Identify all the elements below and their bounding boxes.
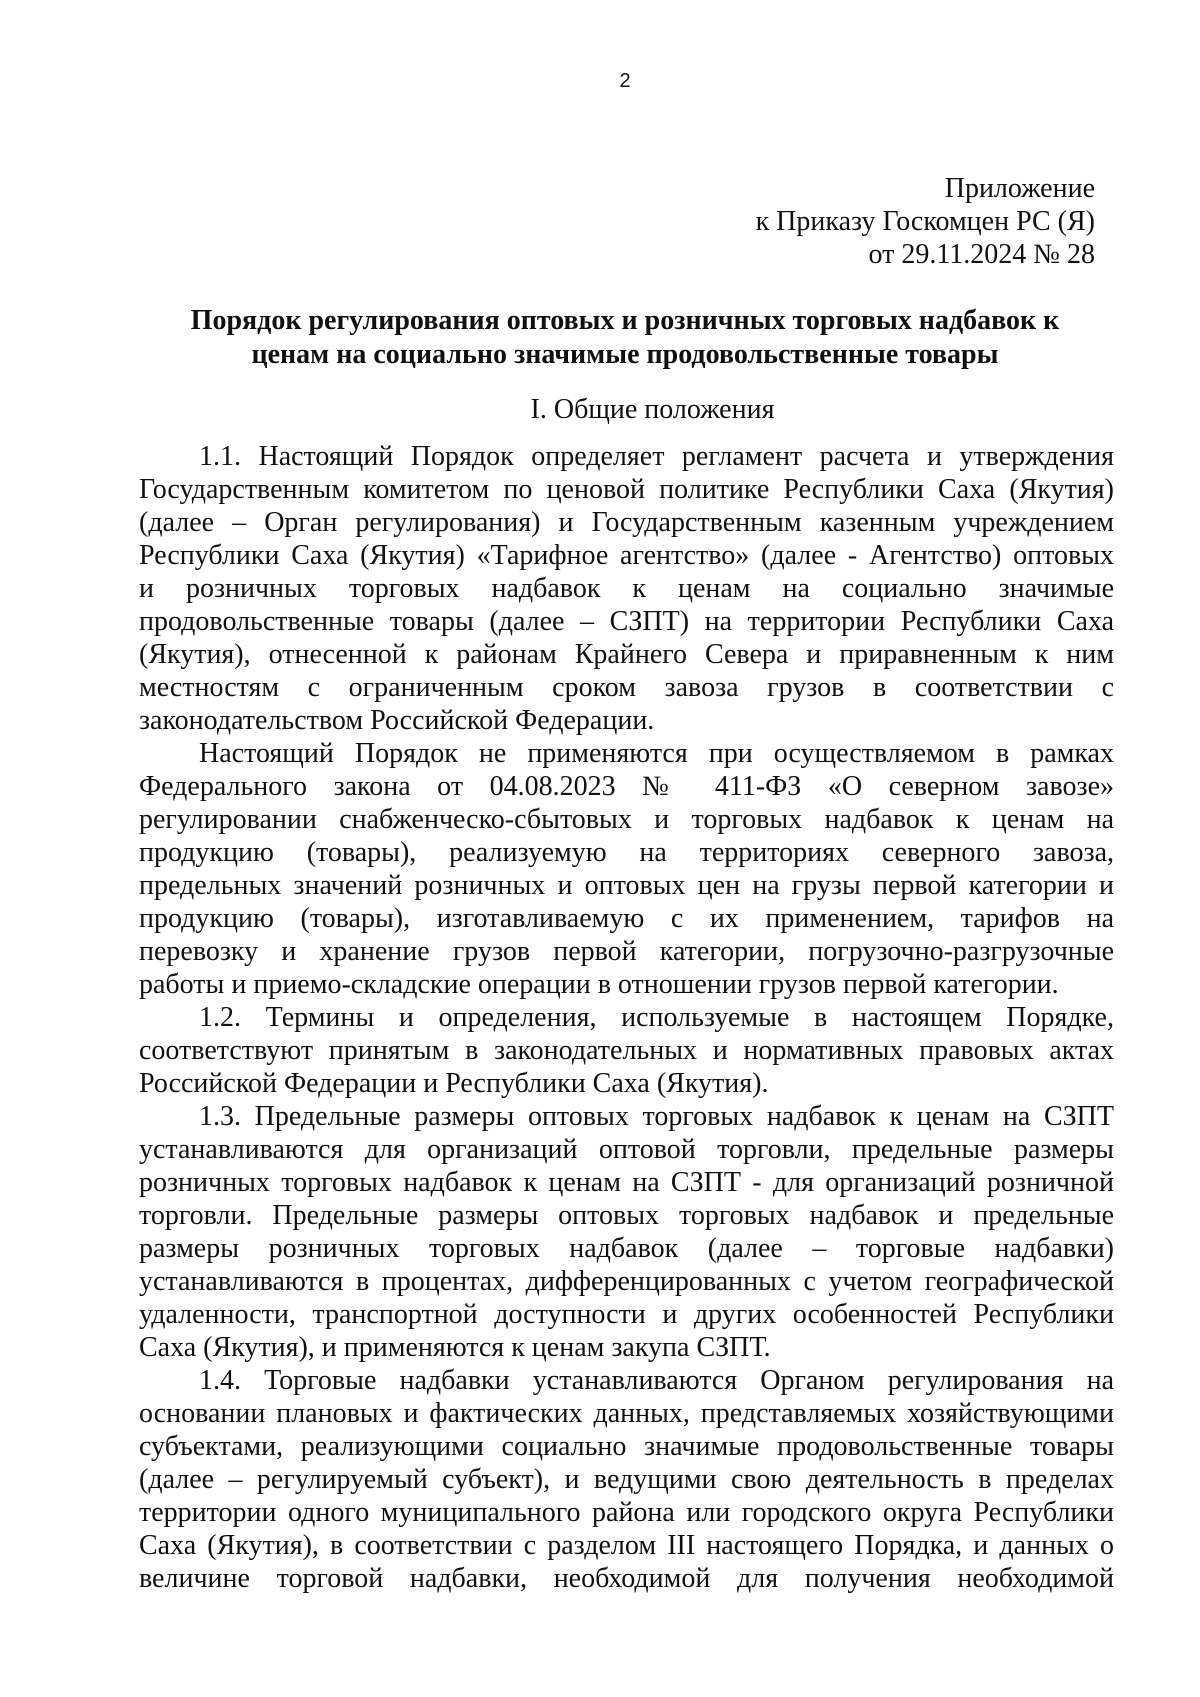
page-number: 2 bbox=[619, 70, 631, 92]
body-text bbox=[139, 440, 1114, 1595]
text-line: розничных торговых надбавок к ценам на СЗПТ - для организаций розничной bbox=[139, 1167, 1114, 1198]
document-title bbox=[130, 304, 1120, 372]
section-heading: I. Общие положения bbox=[530, 394, 775, 425]
appendix-line: к Приказу Госкомцен РС (Я) bbox=[755, 206, 1095, 237]
text-line: торговли. Предельные размеры оптовых торговых надбавок и предельные bbox=[139, 1200, 1114, 1231]
text-line: Республики Саха (Якутия) «Тарифное агентство» (далее - Агентство) оптовых bbox=[139, 540, 1114, 571]
paragraph bbox=[139, 1364, 1114, 1595]
text-line: устанавливаются в процентах, дифференцированных с учетом географической bbox=[139, 1266, 1114, 1297]
text-line: устанавливаются для организаций оптовой торговли, предельные размеры bbox=[139, 1134, 1114, 1165]
text-line: соответствуют принятым в законодательных и нормативных правовых актах bbox=[139, 1035, 1114, 1066]
text-line: размеры розничных торговых надбавок (далее – торговые надбавки) bbox=[139, 1233, 1114, 1264]
text-line: регулировании снабженческо-сбытовых и торговых надбавок к ценам на bbox=[139, 804, 1114, 835]
text-line: Государственным комитетом по ценовой политике Республики Саха (Якутия) bbox=[139, 474, 1114, 505]
text-line: законодательством Российской Федерации. bbox=[139, 705, 655, 736]
text-line: продукцию (товары), изготавливаемую с их применением, тарифов на bbox=[139, 903, 1114, 934]
text-line: Российской Федерации и Республики Саха (Якутия). bbox=[139, 1068, 769, 1099]
text-line: основании плановых и фактических данных, представляемых хозяйствующими bbox=[139, 1398, 1114, 1429]
text-line: 1.2. Термины и определения, используемые в настоящем Порядке, bbox=[199, 1002, 1114, 1033]
appendix-block bbox=[756, 172, 1095, 271]
text-line: и розничных торговых надбавок к ценам на социально значимые bbox=[139, 573, 1114, 604]
paragraph bbox=[139, 440, 1114, 737]
paragraph bbox=[139, 1001, 1114, 1100]
appendix-line: от 29.11.2024 № 28 bbox=[868, 239, 1095, 270]
text-line: территории одного муниципального района или городского округа Республики bbox=[139, 1497, 1114, 1528]
text-line: (Якутия), отнесенной к районам Крайнего Севера и приравненным к ним bbox=[139, 639, 1114, 670]
text-line: работы и приемо-складские операции в отношении грузов первой категории. bbox=[139, 969, 1059, 1000]
text-line: продукцию (товары), реализуемую на территориях северного завоза, bbox=[139, 837, 1114, 868]
text-line: предельных значений розничных и оптовых цен на грузы первой категории и bbox=[139, 870, 1114, 901]
paragraph bbox=[139, 737, 1114, 1001]
text-line: Настоящий Порядок не применяются при осуществляемом в рамках bbox=[199, 738, 1114, 769]
text-line: Федерального закона от 04.08.2023 № 411-ФЗ «О северном завозе» bbox=[139, 771, 1114, 802]
text-line: величине торговой надбавки, необходимой для получения необходимой bbox=[139, 1563, 1114, 1594]
text-line: (далее – регулируемый субъект), и ведущими свою деятельность в пределах bbox=[139, 1464, 1114, 1495]
text-line: местностям с ограниченным сроком завоза грузов в соответствии с bbox=[139, 672, 1114, 703]
text-line: удаленности, транспортной доступности и других особенностей Республики bbox=[139, 1299, 1114, 1330]
text-line: Саха (Якутия), и применяются к ценам закупа СЗПТ. bbox=[139, 1332, 771, 1363]
title-line: Порядок регулирования оптовых и розничных торговых надбавок к bbox=[190, 305, 1060, 336]
title-line: ценам на социально значимые продовольственные товары bbox=[251, 339, 999, 370]
text-line: 1.4. Торговые надбавки устанавливаются Органом регулирования на bbox=[199, 1365, 1114, 1396]
text-line: Саха (Якутия), в соответствии с разделом III настоящего Порядка, и данных о bbox=[139, 1530, 1114, 1561]
text-line: продовольственные товары (далее – СЗПТ) на территории Республики Саха bbox=[139, 606, 1114, 637]
text-line: (далее – Орган регулирования) и Государственным казенным учреждением bbox=[139, 507, 1114, 538]
paragraph bbox=[139, 1100, 1114, 1364]
appendix-line: Приложение bbox=[944, 173, 1095, 204]
text-line: субъектами, реализующими социально значимые продовольственные товары bbox=[139, 1431, 1114, 1462]
text-line: 1.1. Настоящий Порядок определяет регламент расчета и утверждения bbox=[199, 441, 1114, 472]
text-line: перевозку и хранение грузов первой категории, погрузочно-разгрузочные bbox=[139, 936, 1114, 967]
text-line: 1.3. Предельные размеры оптовых торговых надбавок к ценам на СЗПТ bbox=[199, 1101, 1114, 1132]
